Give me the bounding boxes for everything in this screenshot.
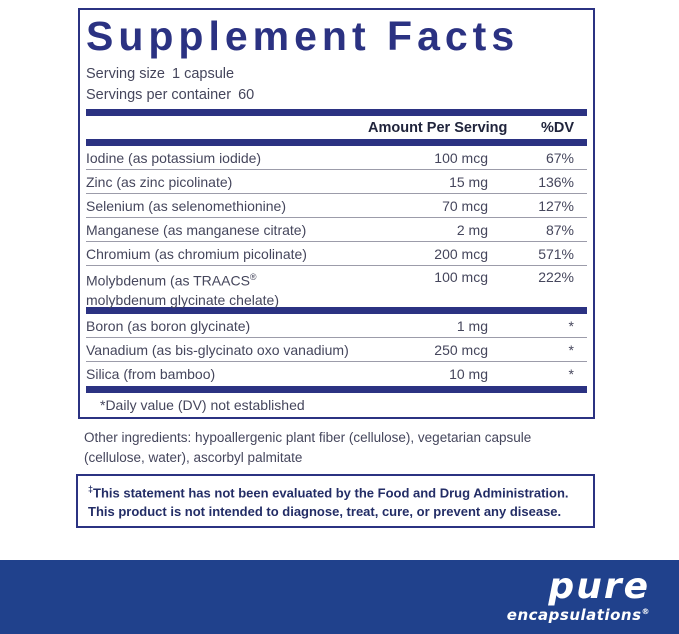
nutrient-dv: 87% [545,221,574,238]
dv-header: %DV [540,119,574,136]
nutrient-dv: * [568,341,574,358]
disclaimer-line2: This product is not intended to diagnose, treat, cure, or prevent any disease. [88,504,562,520]
nutrient-name: Molybdenum (as TRAACS® molybdenum glycinate chelate) [86,272,279,308]
serving-size-value: 1 capsule [171,66,235,82]
table-row-selenium [86,194,587,218]
brand-band [0,560,679,634]
table-row-iodine [86,146,587,170]
thick-divider [86,109,587,116]
nutrient-dv: 571% [538,245,574,262]
fda-disclaimer-box [76,474,595,528]
supplement-facts-panel [78,8,595,419]
nutrient-amount: 2 mg [456,221,488,238]
nutrient-name: Boron (as boron glycinate) [86,317,251,334]
serving-info [86,64,587,106]
nutrient-dv: 67% [545,149,574,166]
nutrient-dv: * [568,366,574,382]
nutrient-name: Zinc (as zinc picolinate) [86,173,233,190]
nutrient-amount: 250 mcg [434,341,488,358]
servings-per-container-value: 60 [238,87,255,103]
nutrient-name: Vanadium (as bis-glycinato oxo vanadium) [86,341,349,358]
brand-subname: encapsulations® [506,606,650,624]
nutrient-amount: 70 mcg [442,197,488,214]
thick-divider [86,386,587,393]
amount-per-serving-header: Amount Per Serving [368,119,508,136]
table-row-boron [86,314,587,338]
nutrient-amount: 1 mg [456,317,488,334]
serving-size-label: Serving size [86,66,165,82]
thick-divider [86,139,587,146]
nutrient-amount: 100 mcg [434,149,488,166]
servings-per-container-label: Servings per container [86,87,232,103]
nutrient-name: Iodine (as potassium iodide) [86,149,262,166]
table-row-zinc [86,170,587,194]
other-ingredients [84,428,596,468]
nutrient-dv: 136% [538,173,574,190]
nutrient-name: Selenium (as selenomethionine) [86,197,286,214]
registered-trademark-icon: ® [249,272,257,282]
table-row-chromium [86,242,587,266]
nutrient-amount: 15 mg [449,173,488,190]
nutrient-amount: 10 mg [449,366,488,382]
nutrient-amount: 200 mcg [434,245,488,262]
brand-name: pure [548,566,650,607]
table-row-silica [86,362,587,386]
servings-per-container-line [86,85,587,106]
nutrient-dv: 127% [538,197,574,214]
dagger-icon: ‡ [88,484,94,494]
other-ingredients-line1: Other ingredients: hypoallergenic plant fiber (cellulose), vegetarian capsule [84,430,532,445]
nutrient-amount: 100 mcg [434,269,488,285]
serving-size-line [86,64,587,85]
other-ingredients-line2: (cellulose, water), ascorbyl palmitate [84,450,303,465]
brand-logo [506,566,650,624]
table-row-manganese [86,218,587,242]
registered-trademark-icon: ® [641,607,650,616]
disclaimer-line1: ‡This statement has not been evaluated by the Food and Drug Administration. [88,484,569,501]
table-row-vanadium [86,338,587,362]
column-header-row [86,116,587,139]
table-row-molybdenum [86,266,587,307]
nutrient-name: Chromium (as chromium picolinate) [86,245,307,262]
nutrient-dv: * [568,317,574,334]
dv-footnote: *Daily value (DV) not established [100,397,305,413]
supplement-facts-title: Supplement Facts [86,13,520,59]
nutrient-name: Manganese (as manganese citrate) [86,221,307,238]
nutrient-dv: 222% [538,269,574,285]
nutrient-name: Silica (from bamboo) [86,366,216,382]
